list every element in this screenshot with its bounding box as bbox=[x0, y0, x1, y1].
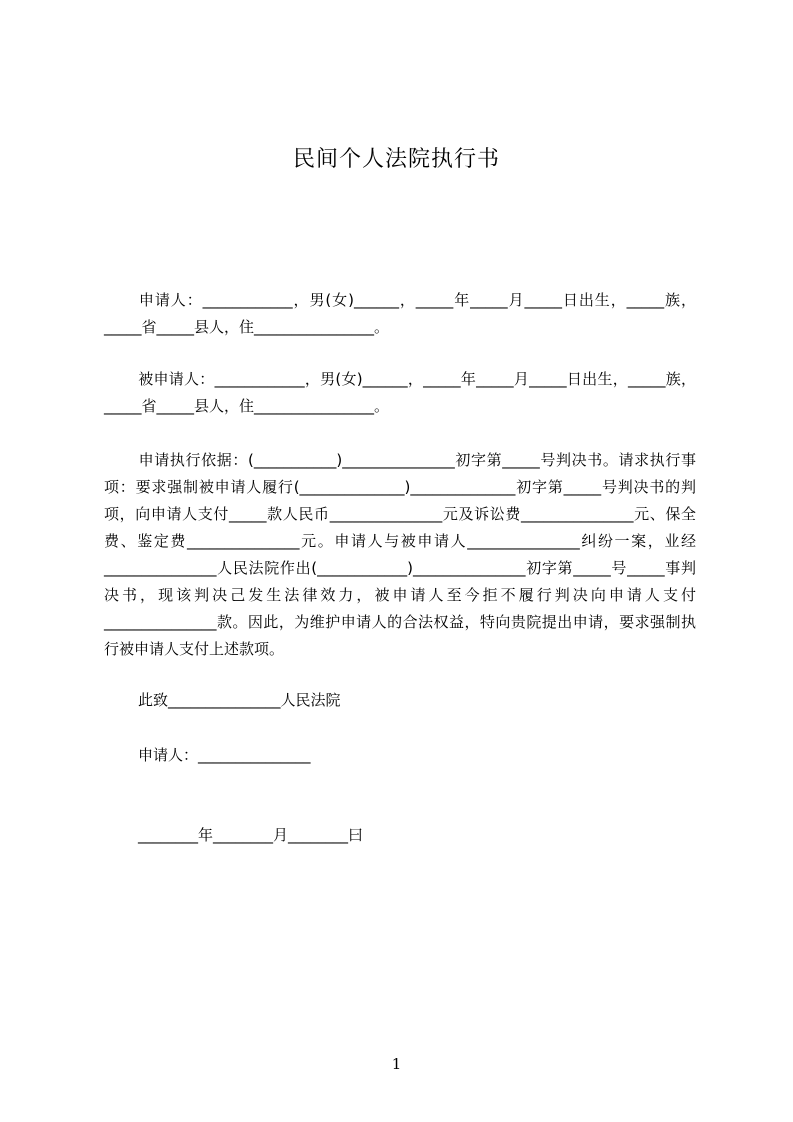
applicant-signature-line: 申请人：_______________ bbox=[138, 746, 311, 764]
applicant-paragraph bbox=[104, 287, 696, 341]
date-line: ________年________月________曰 bbox=[138, 826, 364, 844]
execution-basis-paragraph-text: 申请执行依据：(___________)_______________初字第_____号判决书。请求执行事项：要求强制被申请人履行(______________)______________初字第_____号判决书的判项，向申请人支付_____款人民币_______________元及诉讼费_______________元、保全费、鉴定费_______________元。申请人与被申请人_______________纠纷一案，业经_______________人民法院作出(____________)_______________初字第_____号_____事判决书，现该判决己发生法律效力，被申请人至今拒不履行判决向申请人支付_______________款。因此，为维护申请人的合法权益，特向贵院提出申请，要求强制执行被申请人支付上述款项。 bbox=[104, 451, 696, 658]
respondent-paragraph-text: 被申请人：____________，男(女)______，_____年_____月_____日出生，_____族，_____省_____县人，住________________。 bbox=[104, 370, 696, 415]
closing-line: 此致_______________人民法院 bbox=[138, 691, 341, 709]
page-number: 1 bbox=[391, 1055, 402, 1073]
execution-basis-paragraph bbox=[104, 447, 696, 663]
respondent-paragraph bbox=[104, 366, 696, 420]
document-title: 民间个人法院执行书 bbox=[292, 147, 500, 172]
applicant-paragraph-text: 申请人：____________，男(女)______，_____年_____月_____日出生，_____族，_____省_____县人，住________________。 bbox=[104, 291, 696, 336]
